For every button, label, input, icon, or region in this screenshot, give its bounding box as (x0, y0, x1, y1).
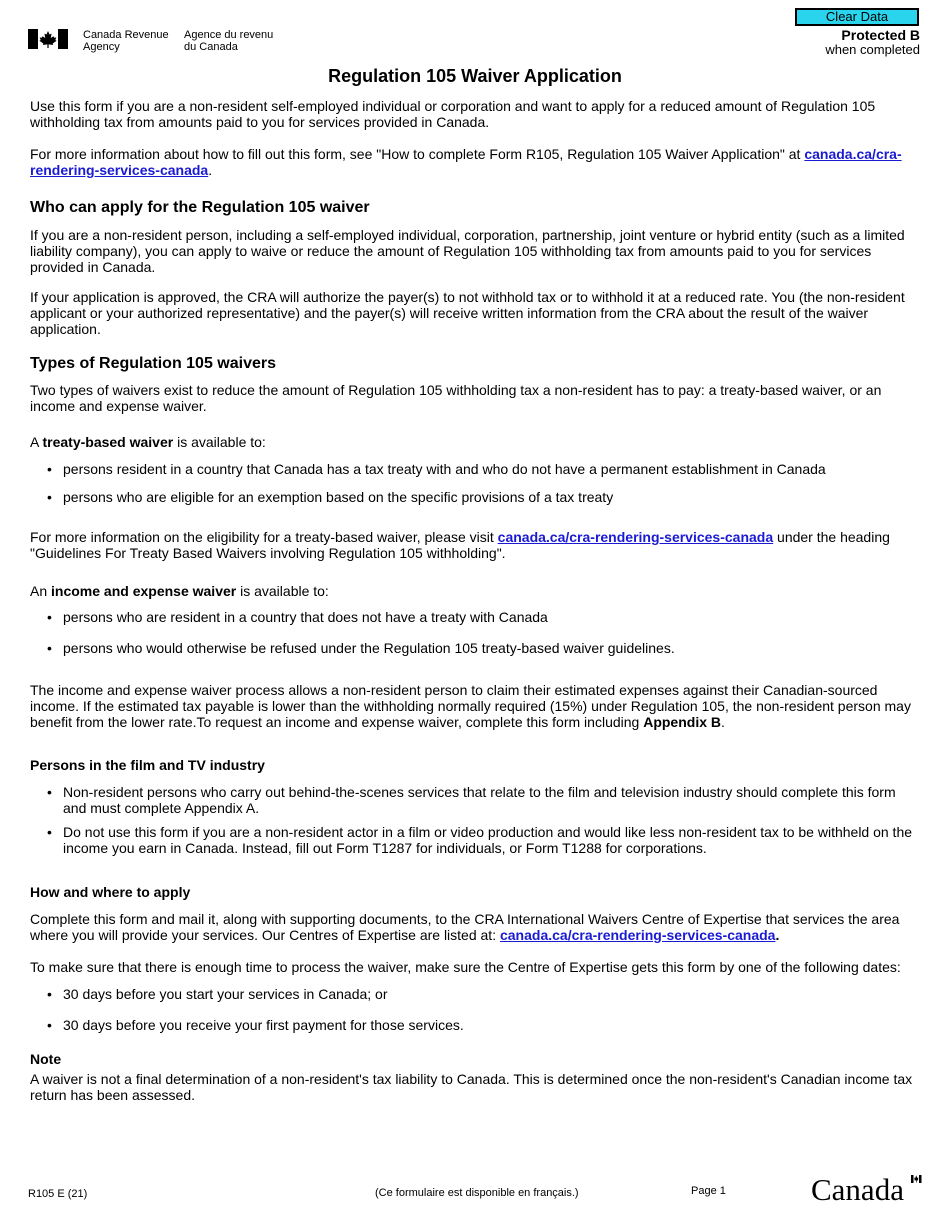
canada-flag-icon (28, 29, 68, 49)
income-expense-process (30, 682, 915, 730)
list-item: • persons who are eligible for an exemption based on the specific provisions of a tax treaty (30, 489, 915, 505)
rendering-services-link[interactable]: canada.ca/cra-rendering-services-canada (30, 146, 902, 178)
agency-fr-line2: du Canada (184, 41, 238, 53)
agency-en-line1: Canada Revenue (83, 29, 169, 41)
list-item: • Do not use this form if you are a non-resident actor in a film or video production and would like less non-resident tax to be withheld on the income you earn in Canada. Instead, fill out Form T1287 for individuals, or Form T1288 for corporations. (30, 824, 915, 856)
treaty-more-pre: For more information on the eligibility for a treaty-based waiver, please visit (30, 529, 498, 545)
types-paragraph: Two types of waivers exist to reduce the amount of Regulation 105 withholding tax a non-resident has to pay: a treaty-based waiver, or an income and expense waiver. (30, 382, 882, 414)
treaty-intro (30, 434, 915, 450)
who-paragraph-2: If your application is approved, the CRA will authorize the payer(s) to not withhold tax or to withhold it at a reduced rate. You (the non-resident applicant or your authorized representative) and the payer(s) will receive written information from the CRA about the result of the waiver application. (30, 289, 905, 337)
deadline-list (30, 986, 915, 1033)
ie-process-pre: The income and expense waiver process allows a non-resident person to claim their estimated expenses against their Canadian-sourced income. If the estimated tax payable is lower than the withholding normally required (15%) under Regulation 105, the non-resident person may benefit from the lower rate.To request an income and expense waiver, complete this form including (30, 682, 911, 730)
clear-data-button[interactable]: Clear Data (795, 8, 919, 26)
agency-en-line2: Agency (83, 41, 120, 53)
protected-text: Protected B (841, 27, 920, 43)
list-item: • persons who would otherwise be refused under the Regulation 105 treaty-based waiver guidelines. (30, 640, 915, 656)
apply-post: . (775, 927, 780, 943)
list-item: • 30 days before you start your services in Canada; or (30, 986, 915, 1002)
ie-intro-post: is available to: (236, 583, 329, 599)
intro-more-info-text: For more information about how to fill out this form, see "How to complete Form R105, Regulation 105 Waiver Application" at (30, 146, 801, 162)
treaty-rendering-services-link[interactable]: canada.ca/cra-rendering-services-canada (497, 529, 774, 545)
intro-period: . (208, 162, 213, 178)
who-paragraph-1: If you are a non-resident person, including a self-employed individual, corporation, partnership, joint venture or hybrid entity (such as a limited liability company), you can apply to waive or reduce the amount of Regulation 105 withholding tax from amounts paid to you for services provided in Canada. (30, 227, 905, 275)
treaty-intro-post: is available to: (173, 434, 266, 450)
page-number: Page 1 (691, 1185, 726, 1197)
treaty-more-info (30, 529, 915, 561)
how-where-heading: How and where to apply (30, 884, 191, 900)
income-expense-intro (30, 583, 915, 599)
note-text: A waiver is not a final determination of a non-resident's tax liability to Canada. This is determined once the non-resident's Canadian income tax return has been assessed. (30, 1071, 913, 1103)
list-item: • persons who are resident in a country that does not have a treaty with Canada (30, 609, 915, 625)
income-expense-list (30, 609, 915, 656)
list-item: • persons resident in a country that Canada has a tax treaty with and who do not have a permanent establishment in Canada (30, 461, 915, 477)
apply-pre: Complete this form and mail it, along with supporting documents, to the CRA International Waivers Centre of Expertise that services the area where you will provide your services. Our Centres of Expertise are listed at: (30, 911, 900, 943)
agency-fr-line1: Agence du revenu (184, 29, 274, 41)
intro-paragraph: Use this form if you are a non-resident self-employed individual or corporation and want to apply for a reduced amount of Regulation 105 withholding tax from amounts paid to you for services provided in Canada. (30, 98, 876, 130)
list-item: • Non-resident persons who carry out behind-the-scenes services that relate to the film and television industry should complete this form and must complete Appendix A. (30, 784, 915, 816)
agency-name-english (83, 29, 169, 53)
french-availability-note: (Ce formulaire est disponible en français.) (375, 1187, 579, 1199)
canada-wordmark-logo (811, 1173, 922, 1203)
film-tv-list (30, 784, 915, 856)
treaty-list (30, 461, 915, 505)
note-heading: Note (30, 1051, 62, 1067)
types-heading: Types of Regulation 105 waivers (30, 355, 277, 372)
treaty-intro-bold: treaty-based waiver (42, 434, 174, 450)
list-item: • 30 days before you receive your first payment for those services. (30, 1017, 915, 1033)
form-instructions (30, 98, 915, 1103)
protected-b-label (825, 28, 920, 57)
film-tv-heading: Persons in the film and TV industry (30, 757, 265, 773)
centres-of-expertise-link[interactable]: canada.ca/cra-rendering-services-canada (499, 927, 776, 943)
appendix-b-label: Appendix B (643, 714, 721, 730)
treaty-more-post: under the heading "Guidelines For Treaty Based Waivers involving Regulation 105 withholding". (30, 529, 890, 561)
treaty-intro-pre: A (30, 434, 43, 450)
when-completed-text: when completed (825, 42, 920, 57)
ie-intro-bold: income and expense waiver (51, 583, 237, 599)
agency-name-french (184, 29, 273, 53)
intro-more-info (30, 146, 915, 178)
ie-process-post: . (721, 714, 725, 730)
form-code: R105 E (21) (28, 1188, 88, 1200)
apply-paragraph (30, 911, 915, 943)
canada-wordmark-text: Canada (811, 1173, 904, 1203)
timing-paragraph: To make sure that there is enough time to process the waiver, make sure the Centre of Expertise gets this form by one of the following dates: (30, 959, 901, 975)
ie-intro-pre: An (30, 583, 52, 599)
page-title: Regulation 105 Waiver Application (328, 66, 622, 86)
who-can-apply-heading: Who can apply for the Regulation 105 waiver (30, 199, 370, 216)
